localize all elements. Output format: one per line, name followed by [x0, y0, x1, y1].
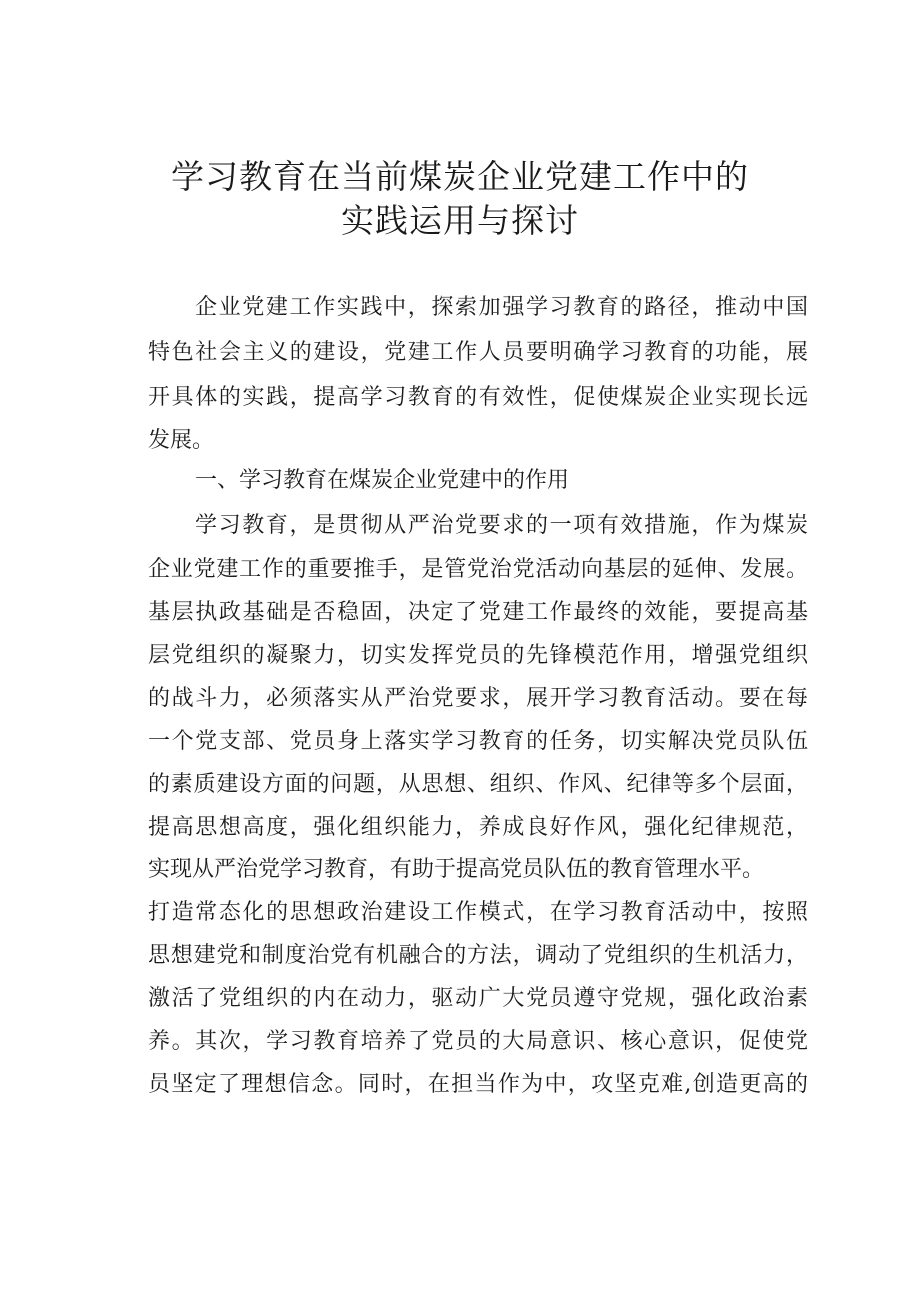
section-paragraph-line: 养。其次，学习教育培养了党员的大局意识、核心意识，促使党 [148, 1029, 808, 1054]
intro-paragraph-line: 发展。 [148, 428, 215, 453]
intro-paragraph-line: 企业党建工作实践中，探索加强学习教育的路径，推动中国 [195, 295, 808, 320]
section-paragraph-line: 的战斗力，必须落实从严治党要求，展开学习教育活动。要在每 [148, 686, 808, 711]
intro-paragraph-line: 开具体的实践，提高学习教育的有效性，促使煤炭企业实现长远 [148, 385, 808, 410]
document-title-line-2: 实践运用与探讨 [341, 201, 579, 240]
section-paragraph-line: 员坚定了理想信念。同时，在担当作为中，攻坚克难,创造更高的 [148, 1072, 808, 1097]
section-paragraph-line: 思想建党和制度治党有机融合的方法，调动了党组织的生机活力， [148, 943, 808, 968]
section-heading: 一、学习教育在煤炭企业党建中的作用 [195, 468, 570, 493]
section-paragraph-line: 打造常态化的思想政治建设工作模式，在学习教育活动中，按照 [148, 900, 808, 925]
document-title-line-1: 学习教育在当前煤炭企业党建工作中的 [171, 157, 749, 196]
section-paragraph-line: 学习教育，是贯彻从严治党要求的一项有效措施，作为煤炭 [195, 513, 808, 538]
section-paragraph-line: 的素质建设方面的问题，从思想、组织、作风、纪律等多个层面， [148, 772, 808, 797]
section-paragraph-line: 层党组织的凝聚力，切实发挥党员的先锋模范作用，增强党组织 [148, 643, 808, 668]
section-paragraph-line: 激活了党组织的内在动力，驱动广大党员遵守党规，强化政治素 [148, 986, 808, 1011]
section-paragraph-line: 基层执政基础是否稳固，决定了党建工作最终的效能，要提高基 [148, 600, 808, 625]
section-paragraph-line: 提高思想高度，强化组织能力，养成良好作风，强化纪律规范， [148, 815, 808, 840]
section-paragraph-line: 实现从严治党学习教育，有助于提高党员队伍的教育管理水平。 [148, 857, 765, 882]
section-paragraph-line: 企业党建工作的重要推手，是管党治党活动向基层的延伸、发展。 [148, 557, 808, 582]
intro-paragraph-line: 特色社会主义的建设，党建工作人员要明确学习教育的功能，展 [148, 340, 808, 365]
section-paragraph-line: 一个党支部、党员身上落实学习教育的任务，切实解决党员队伍 [148, 729, 808, 754]
